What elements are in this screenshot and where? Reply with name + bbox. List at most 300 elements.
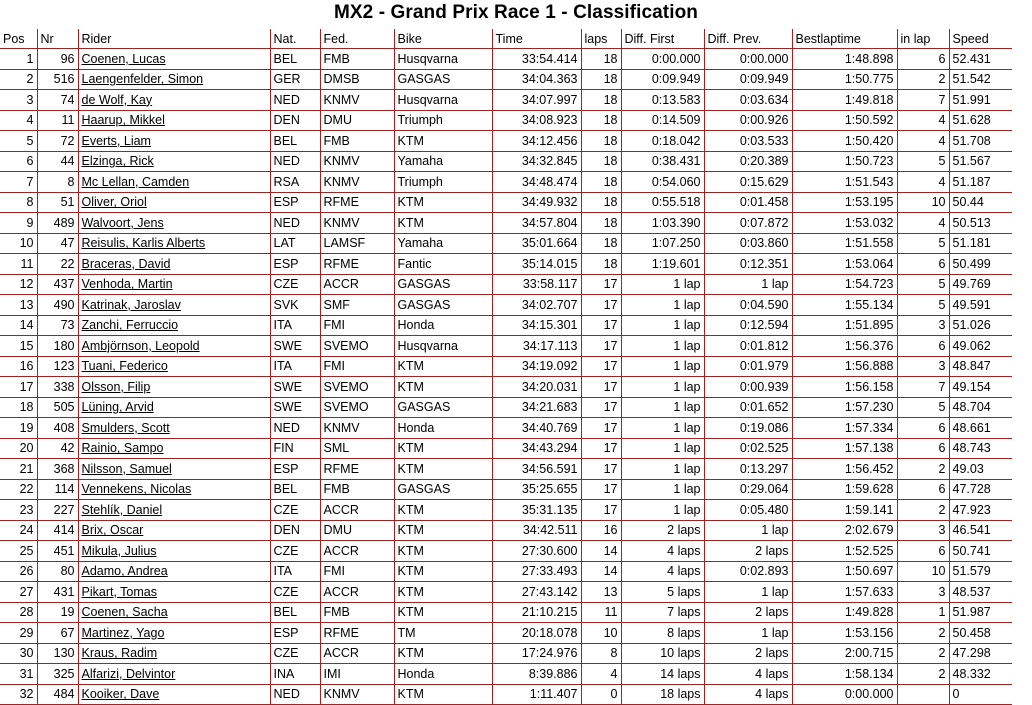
rider-link[interactable]: Smulders, Scott bbox=[81, 420, 170, 435]
table-row bbox=[0, 418, 1012, 439]
rider-cell bbox=[78, 213, 270, 234]
rider-cell bbox=[78, 336, 270, 357]
nationality-cell: BEL bbox=[270, 49, 320, 70]
bike-cell: KTM bbox=[394, 131, 492, 152]
rider-link[interactable]: Lüning, Arvid bbox=[81, 400, 154, 415]
nationality-cell: CZE bbox=[270, 500, 320, 521]
nationality-cell: ITA bbox=[270, 356, 320, 377]
diff-first-cell: 1 lap bbox=[621, 418, 704, 439]
pos-cell: 2 bbox=[0, 69, 37, 90]
diff-first-cell: 1 lap bbox=[621, 295, 704, 316]
in-lap-cell: 4 bbox=[897, 172, 949, 193]
table-row bbox=[0, 541, 1012, 562]
diff-prev-cell: 0:03.533 bbox=[704, 131, 792, 152]
bike-cell: KTM bbox=[394, 684, 492, 705]
laps-cell: 18 bbox=[581, 110, 621, 131]
rider-cell bbox=[78, 479, 270, 500]
diff-prev-cell: 0:12.594 bbox=[704, 315, 792, 336]
rider-link[interactable]: Laengenfelder, Simon bbox=[81, 72, 204, 87]
rider-cell bbox=[78, 254, 270, 275]
bestlaptime-cell: 1:56.376 bbox=[792, 336, 897, 357]
rider-cell bbox=[78, 520, 270, 541]
speed-cell: 51.991 bbox=[949, 90, 1012, 111]
nationality-cell: RSA bbox=[270, 172, 320, 193]
nationality-cell: ESP bbox=[270, 459, 320, 480]
time-cell: 35:31.135 bbox=[492, 500, 581, 521]
rider-link[interactable]: Nilsson, Samuel bbox=[81, 461, 172, 476]
speed-cell: 48.537 bbox=[949, 582, 1012, 603]
time-cell: 27:43.142 bbox=[492, 582, 581, 603]
nationality-cell: NED bbox=[270, 418, 320, 439]
laps-cell: 17 bbox=[581, 397, 621, 418]
rider-link[interactable]: Venhoda, Martin bbox=[81, 277, 173, 292]
bestlaptime-cell: 1:52.525 bbox=[792, 541, 897, 562]
table-row bbox=[0, 131, 1012, 152]
table-row bbox=[0, 69, 1012, 90]
table-row bbox=[0, 438, 1012, 459]
number-cell: 47 bbox=[37, 233, 78, 254]
diff-first-cell: 0:09.949 bbox=[621, 69, 704, 90]
in-lap-cell bbox=[897, 684, 949, 705]
laps-cell: 18 bbox=[581, 172, 621, 193]
number-cell: 325 bbox=[37, 664, 78, 685]
rider-link[interactable]: Braceras, David bbox=[81, 256, 171, 271]
speed-cell: 48.661 bbox=[949, 418, 1012, 439]
nationality-cell: LAT bbox=[270, 233, 320, 254]
diff-prev-cell: 0:13.297 bbox=[704, 459, 792, 480]
nationality-cell: ESP bbox=[270, 623, 320, 644]
bike-cell: KTM bbox=[394, 582, 492, 603]
rider-cell bbox=[78, 582, 270, 603]
results-body bbox=[0, 49, 1012, 705]
rider-cell bbox=[78, 315, 270, 336]
rider-cell bbox=[78, 500, 270, 521]
bestlaptime-cell: 1:50.723 bbox=[792, 151, 897, 172]
diff-first-cell: 0:13.583 bbox=[621, 90, 704, 111]
federation-cell: FMI bbox=[320, 356, 394, 377]
rider-link[interactable]: Mc Lellan, Camden bbox=[81, 174, 190, 189]
pos-cell: 21 bbox=[0, 459, 37, 480]
time-cell: 34:07.997 bbox=[492, 90, 581, 111]
diff-first-cell: 1:03.390 bbox=[621, 213, 704, 234]
bike-cell: Fantic bbox=[394, 254, 492, 275]
bestlaptime-cell: 1:58.134 bbox=[792, 664, 897, 685]
speed-cell: 50.741 bbox=[949, 541, 1012, 562]
rider-cell bbox=[78, 151, 270, 172]
rider-link[interactable]: Ambjörnson, Leopold bbox=[81, 338, 200, 353]
bike-cell: GASGAS bbox=[394, 295, 492, 316]
bestlaptime-cell: 1:56.888 bbox=[792, 356, 897, 377]
laps-cell: 10 bbox=[581, 623, 621, 644]
diff-first-cell: 0:00.000 bbox=[621, 49, 704, 70]
table-row bbox=[0, 315, 1012, 336]
column-header-pos: Pos bbox=[0, 29, 37, 49]
in-lap-cell: 7 bbox=[897, 90, 949, 111]
rider-cell bbox=[78, 397, 270, 418]
in-lap-cell: 3 bbox=[897, 582, 949, 603]
bike-cell: Triumph bbox=[394, 110, 492, 131]
time-cell: 34:56.591 bbox=[492, 459, 581, 480]
table-row bbox=[0, 172, 1012, 193]
pos-cell: 5 bbox=[0, 131, 37, 152]
page-title: MX2 - Grand Prix Race 1 - Classification bbox=[333, 2, 699, 23]
rider-link[interactable]: Mikula, Julius bbox=[81, 543, 157, 558]
column-header-nr: Nr bbox=[37, 29, 78, 49]
number-cell: 414 bbox=[37, 520, 78, 541]
nationality-cell: NED bbox=[270, 684, 320, 705]
nationality-cell: CZE bbox=[270, 582, 320, 603]
in-lap-cell: 10 bbox=[897, 192, 949, 213]
table-row bbox=[0, 602, 1012, 623]
bestlaptime-cell: 1:54.723 bbox=[792, 274, 897, 295]
diff-first-cell: 1 lap bbox=[621, 315, 704, 336]
in-lap-cell: 2 bbox=[897, 623, 949, 644]
rider-link[interactable]: Kraus, Radim bbox=[81, 646, 158, 661]
diff-prev-cell: 2 laps bbox=[704, 643, 792, 664]
laps-cell: 8 bbox=[581, 643, 621, 664]
number-cell: 51 bbox=[37, 192, 78, 213]
table-row bbox=[0, 336, 1012, 357]
laps-cell: 18 bbox=[581, 49, 621, 70]
table-row bbox=[0, 254, 1012, 275]
rider-link[interactable]: Elzinga, Rick bbox=[81, 154, 154, 169]
rider-cell bbox=[78, 110, 270, 131]
rider-link[interactable]: Vennekens, Nicolas bbox=[81, 482, 192, 497]
laps-cell: 17 bbox=[581, 500, 621, 521]
rider-link[interactable]: Coenen, Lucas bbox=[81, 51, 166, 66]
time-cell: 34:17.113 bbox=[492, 336, 581, 357]
column-header-in-lap: in lap bbox=[897, 29, 949, 49]
federation-cell: KNMV bbox=[320, 684, 394, 705]
table-row bbox=[0, 664, 1012, 685]
rider-link[interactable]: Katrinak, Jaroslav bbox=[81, 297, 181, 312]
pos-cell: 32 bbox=[0, 684, 37, 705]
speed-cell: 51.181 bbox=[949, 233, 1012, 254]
laps-cell: 4 bbox=[581, 664, 621, 685]
rider-link[interactable]: Haarup, Mikkel bbox=[81, 113, 165, 128]
nationality-cell: ITA bbox=[270, 561, 320, 582]
table-row bbox=[0, 643, 1012, 664]
diff-first-cell: 1 lap bbox=[621, 397, 704, 418]
rider-link[interactable]: Stehlík, Daniel bbox=[81, 502, 163, 517]
number-cell: 338 bbox=[37, 377, 78, 398]
rider-link[interactable]: Kooiker, Dave bbox=[81, 687, 160, 702]
table-row bbox=[0, 561, 1012, 582]
rider-link[interactable]: Zanchi, Ferruccio bbox=[81, 318, 179, 333]
rider-link[interactable]: Everts, Liam bbox=[81, 133, 151, 148]
bestlaptime-cell: 1:57.633 bbox=[792, 582, 897, 603]
bike-cell: KTM bbox=[394, 500, 492, 521]
column-header-fed: Fed. bbox=[320, 29, 394, 49]
pos-cell: 31 bbox=[0, 664, 37, 685]
table-row bbox=[0, 582, 1012, 603]
diff-prev-cell: 0:20.389 bbox=[704, 151, 792, 172]
in-lap-cell: 6 bbox=[897, 336, 949, 357]
bestlaptime-cell: 1:50.420 bbox=[792, 131, 897, 152]
speed-cell: 51.542 bbox=[949, 69, 1012, 90]
speed-cell: 49.769 bbox=[949, 274, 1012, 295]
speed-cell: 49.03 bbox=[949, 459, 1012, 480]
nationality-cell: SWE bbox=[270, 377, 320, 398]
bestlaptime-cell: 1:50.697 bbox=[792, 561, 897, 582]
number-cell: 368 bbox=[37, 459, 78, 480]
nationality-cell: BEL bbox=[270, 479, 320, 500]
federation-cell: FMB bbox=[320, 479, 394, 500]
laps-cell: 18 bbox=[581, 90, 621, 111]
in-lap-cell: 6 bbox=[897, 254, 949, 275]
federation-cell: ACCR bbox=[320, 643, 394, 664]
diff-prev-cell: 0:00.939 bbox=[704, 377, 792, 398]
laps-cell: 18 bbox=[581, 233, 621, 254]
time-cell: 34:19.092 bbox=[492, 356, 581, 377]
federation-cell: SVEMO bbox=[320, 397, 394, 418]
pos-cell: 27 bbox=[0, 582, 37, 603]
bike-cell: KTM bbox=[394, 541, 492, 562]
diff-prev-cell: 0:12.351 bbox=[704, 254, 792, 275]
in-lap-cell: 1 bbox=[897, 602, 949, 623]
bike-cell: KTM bbox=[394, 356, 492, 377]
rider-cell bbox=[78, 274, 270, 295]
laps-cell: 18 bbox=[581, 131, 621, 152]
in-lap-cell: 4 bbox=[897, 110, 949, 131]
pos-cell: 24 bbox=[0, 520, 37, 541]
federation-cell: FMB bbox=[320, 131, 394, 152]
diff-prev-cell: 2 laps bbox=[704, 541, 792, 562]
speed-cell: 47.923 bbox=[949, 500, 1012, 521]
pos-cell: 1 bbox=[0, 49, 37, 70]
number-cell: 96 bbox=[37, 49, 78, 70]
column-header-bike: Bike bbox=[394, 29, 492, 49]
rider-link[interactable]: Olsson, Filip bbox=[81, 379, 151, 394]
in-lap-cell: 5 bbox=[897, 397, 949, 418]
diff-prev-cell: 0:00.000 bbox=[704, 49, 792, 70]
diff-prev-cell: 0:19.086 bbox=[704, 418, 792, 439]
bestlaptime-cell: 1:57.334 bbox=[792, 418, 897, 439]
number-cell: 489 bbox=[37, 213, 78, 234]
nationality-cell: BEL bbox=[270, 602, 320, 623]
time-cell: 34:42.511 bbox=[492, 520, 581, 541]
rider-link[interactable]: de Wolf, Kay bbox=[81, 92, 153, 107]
bestlaptime-cell: 1:51.543 bbox=[792, 172, 897, 193]
in-lap-cell: 5 bbox=[897, 274, 949, 295]
column-header-bestlaptime: Bestlaptime bbox=[792, 29, 897, 49]
rider-link[interactable]: Adamo, Andrea bbox=[81, 564, 168, 579]
table-row bbox=[0, 192, 1012, 213]
nationality-cell: ESP bbox=[270, 254, 320, 275]
diff-prev-cell: 2 laps bbox=[704, 602, 792, 623]
pos-cell: 10 bbox=[0, 233, 37, 254]
in-lap-cell: 4 bbox=[897, 131, 949, 152]
bike-cell: GASGAS bbox=[394, 274, 492, 295]
speed-cell: 51.026 bbox=[949, 315, 1012, 336]
bike-cell: KTM bbox=[394, 520, 492, 541]
speed-cell: 51.567 bbox=[949, 151, 1012, 172]
rider-cell bbox=[78, 192, 270, 213]
number-cell: 42 bbox=[37, 438, 78, 459]
diff-first-cell: 8 laps bbox=[621, 623, 704, 644]
rider-cell bbox=[78, 295, 270, 316]
laps-cell: 17 bbox=[581, 377, 621, 398]
rider-cell bbox=[78, 69, 270, 90]
federation-cell: FMB bbox=[320, 602, 394, 623]
diff-prev-cell: 0:00.926 bbox=[704, 110, 792, 131]
in-lap-cell: 10 bbox=[897, 561, 949, 582]
diff-first-cell: 1 lap bbox=[621, 479, 704, 500]
nationality-cell: ESP bbox=[270, 192, 320, 213]
bike-cell: Yamaha bbox=[394, 233, 492, 254]
diff-prev-cell: 0:29.064 bbox=[704, 479, 792, 500]
diff-prev-cell: 0:01.652 bbox=[704, 397, 792, 418]
speed-cell: 51.579 bbox=[949, 561, 1012, 582]
in-lap-cell: 5 bbox=[897, 151, 949, 172]
in-lap-cell: 2 bbox=[897, 459, 949, 480]
federation-cell: LAMSF bbox=[320, 233, 394, 254]
number-cell: 451 bbox=[37, 541, 78, 562]
number-cell: 8 bbox=[37, 172, 78, 193]
time-cell: 34:48.474 bbox=[492, 172, 581, 193]
laps-cell: 18 bbox=[581, 151, 621, 172]
diff-prev-cell: 1 lap bbox=[704, 582, 792, 603]
nationality-cell: INA bbox=[270, 664, 320, 685]
diff-first-cell: 0:38.431 bbox=[621, 151, 704, 172]
laps-cell: 17 bbox=[581, 418, 621, 439]
federation-cell: DMU bbox=[320, 520, 394, 541]
pos-cell: 6 bbox=[0, 151, 37, 172]
column-header-nat: Nat. bbox=[270, 29, 320, 49]
bike-cell: GASGAS bbox=[394, 69, 492, 90]
diff-first-cell: 0:55.518 bbox=[621, 192, 704, 213]
table-row bbox=[0, 90, 1012, 111]
laps-cell: 17 bbox=[581, 459, 621, 480]
laps-cell: 18 bbox=[581, 69, 621, 90]
pos-cell: 9 bbox=[0, 213, 37, 234]
rider-link[interactable]: Martinez, Yago bbox=[81, 625, 165, 640]
time-cell: 35:14.015 bbox=[492, 254, 581, 275]
in-lap-cell: 2 bbox=[897, 664, 949, 685]
federation-cell: DMU bbox=[320, 110, 394, 131]
in-lap-cell: 3 bbox=[897, 520, 949, 541]
number-cell: 505 bbox=[37, 397, 78, 418]
federation-cell: KNMV bbox=[320, 213, 394, 234]
rider-link[interactable]: Brix, Oscar bbox=[81, 523, 144, 538]
column-header-diff-prev: Diff. Prev. bbox=[704, 29, 792, 49]
bike-cell: Husqvarna bbox=[394, 336, 492, 357]
bestlaptime-cell: 0:00.000 bbox=[792, 684, 897, 705]
table-row bbox=[0, 623, 1012, 644]
bestlaptime-cell: 1:57.230 bbox=[792, 397, 897, 418]
number-cell: 72 bbox=[37, 131, 78, 152]
pos-cell: 7 bbox=[0, 172, 37, 193]
rider-link[interactable]: Walvoort, Jens bbox=[81, 215, 164, 230]
number-cell: 516 bbox=[37, 69, 78, 90]
diff-prev-cell: 0:01.812 bbox=[704, 336, 792, 357]
nationality-cell: NED bbox=[270, 90, 320, 111]
rider-link[interactable]: Pikart, Tomas bbox=[81, 584, 157, 599]
rider-cell bbox=[78, 541, 270, 562]
laps-cell: 18 bbox=[581, 213, 621, 234]
federation-cell: RFME bbox=[320, 623, 394, 644]
table-row bbox=[0, 684, 1012, 705]
rider-cell bbox=[78, 684, 270, 705]
rider-cell bbox=[78, 131, 270, 152]
speed-cell: 50.499 bbox=[949, 254, 1012, 275]
speed-cell: 0 bbox=[949, 684, 1012, 705]
pos-cell: 29 bbox=[0, 623, 37, 644]
time-cell: 20:18.078 bbox=[492, 623, 581, 644]
time-cell: 34:32.845 bbox=[492, 151, 581, 172]
speed-cell: 50.458 bbox=[949, 623, 1012, 644]
time-cell: 34:43.294 bbox=[492, 438, 581, 459]
federation-cell: KNMV bbox=[320, 418, 394, 439]
diff-prev-cell: 0:03.634 bbox=[704, 90, 792, 111]
bike-cell: KTM bbox=[394, 377, 492, 398]
in-lap-cell: 2 bbox=[897, 69, 949, 90]
laps-cell: 0 bbox=[581, 684, 621, 705]
speed-cell: 50.44 bbox=[949, 192, 1012, 213]
federation-cell: RFME bbox=[320, 192, 394, 213]
nationality-cell: FIN bbox=[270, 438, 320, 459]
bestlaptime-cell: 1:48.898 bbox=[792, 49, 897, 70]
speed-cell: 47.728 bbox=[949, 479, 1012, 500]
time-cell: 27:33.493 bbox=[492, 561, 581, 582]
number-cell: 67 bbox=[37, 623, 78, 644]
bike-cell: Honda bbox=[394, 315, 492, 336]
table-row bbox=[0, 356, 1012, 377]
bike-cell: KTM bbox=[394, 561, 492, 582]
nationality-cell: ITA bbox=[270, 315, 320, 336]
in-lap-cell: 5 bbox=[897, 233, 949, 254]
rider-cell bbox=[78, 356, 270, 377]
speed-cell: 48.332 bbox=[949, 664, 1012, 685]
federation-cell: SVEMO bbox=[320, 377, 394, 398]
number-cell: 130 bbox=[37, 643, 78, 664]
pos-cell: 3 bbox=[0, 90, 37, 111]
classification-table bbox=[0, 29, 1012, 705]
diff-first-cell: 0:54.060 bbox=[621, 172, 704, 193]
nationality-cell: CZE bbox=[270, 541, 320, 562]
diff-prev-cell: 0:02.525 bbox=[704, 438, 792, 459]
table-row bbox=[0, 49, 1012, 70]
in-lap-cell: 5 bbox=[897, 295, 949, 316]
table-row bbox=[0, 459, 1012, 480]
rider-link[interactable]: Oliver, Oriol bbox=[81, 195, 147, 210]
in-lap-cell: 7 bbox=[897, 377, 949, 398]
diff-first-cell: 1:19.601 bbox=[621, 254, 704, 275]
table-row bbox=[0, 479, 1012, 500]
diff-first-cell: 7 laps bbox=[621, 602, 704, 623]
rider-link[interactable]: Coenen, Sacha bbox=[81, 605, 168, 620]
diff-first-cell: 1 lap bbox=[621, 336, 704, 357]
rider-link[interactable]: Rainio, Sampo bbox=[81, 441, 164, 456]
column-header-speed: Speed bbox=[949, 29, 1012, 49]
speed-cell: 51.987 bbox=[949, 602, 1012, 623]
header-row bbox=[0, 29, 1012, 49]
rider-link[interactable]: Tuani, Federico bbox=[81, 359, 168, 374]
diff-first-cell: 1 lap bbox=[621, 356, 704, 377]
bestlaptime-cell: 1:50.775 bbox=[792, 69, 897, 90]
nationality-cell: CZE bbox=[270, 643, 320, 664]
in-lap-cell: 6 bbox=[897, 418, 949, 439]
diff-prev-cell: 0:09.949 bbox=[704, 69, 792, 90]
rider-link[interactable]: Reisulis, Karlis Alberts bbox=[81, 236, 206, 251]
pos-cell: 13 bbox=[0, 295, 37, 316]
federation-cell: DMSB bbox=[320, 69, 394, 90]
rider-link[interactable]: Alfarizi, Delvintor bbox=[81, 666, 176, 681]
number-cell: 22 bbox=[37, 254, 78, 275]
federation-cell: ACCR bbox=[320, 500, 394, 521]
bestlaptime-cell: 1:59.628 bbox=[792, 479, 897, 500]
rider-cell bbox=[78, 90, 270, 111]
